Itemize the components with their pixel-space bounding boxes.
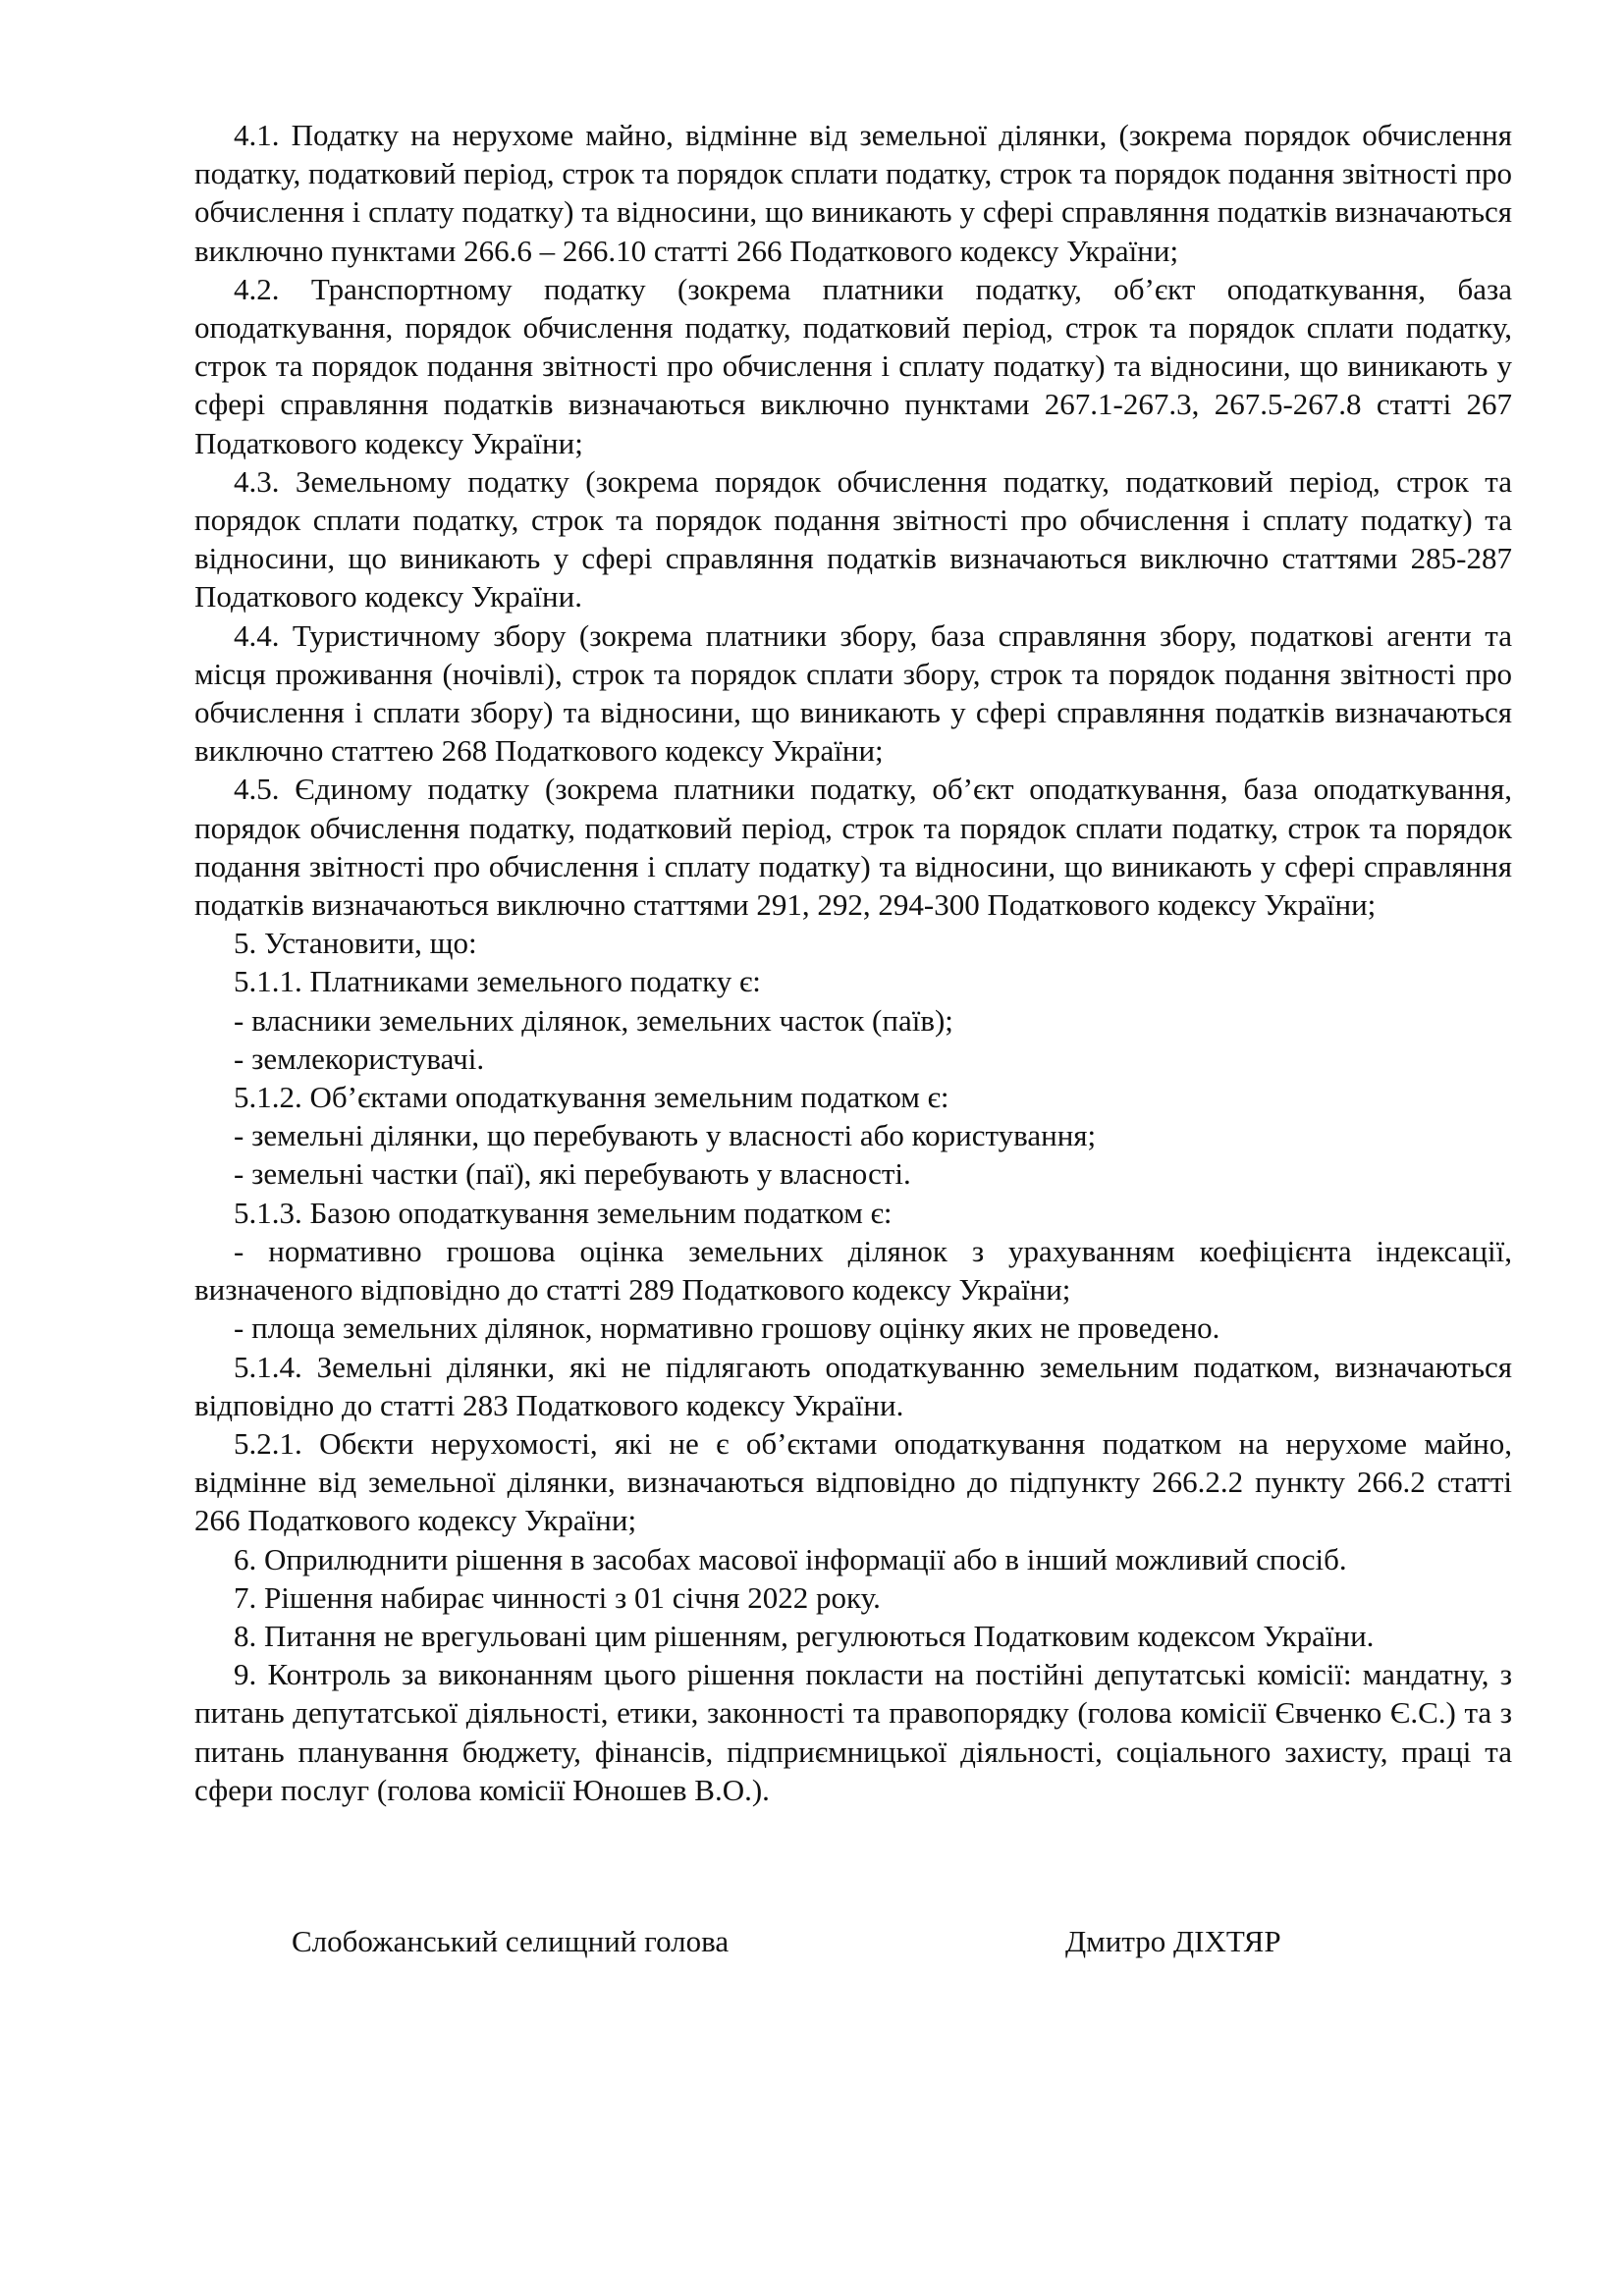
list-item-landowners: - власники земельних ділянок, земельних часток (паїв); [234,1002,953,1038]
paragraph-4-4: 4.4. Туристичному збору (зокрема платники збору, база справляння збору, податкові агенти та місця проживання (ночівлі), строк та порядок сплати збору, строк та порядок подання звітності про обчислення і сплати збору) та відносини, що виникають у сфері справляння податків визначаються виключно статтею 268 Податкового кодексу України; [194,617,1512,769]
paragraph-9: 9. Контроль за виконанням цього рішення покласти на постійні депутатські комісії: мандатну, з питань депутатської діяльності, етики, законності та правопорядку (голова комісії Євченко Є.С.) та з питань планування бюджету, фінансів, підприємницької діяльності, соціального захисту, праці та сфери послуг (голова комісії Юношев В.О.). [194,1657,1512,1807]
list-item-land-plots: - земельні ділянки, що перебувають у власності або користування; [234,1118,1097,1153]
paragraph-7: 7. Рішення набирає чинності з 01 січня 2022 року. [234,1579,881,1615]
paragraph-4-1: 4.1. Податку на нерухоме майно, відмінне від земельної ділянки, (зокрема порядок обчислення податку, податковий період, строк та порядок сплати податку, строк та порядок подання звітності про обчислення і сплату податку) та відносини, що виникають у сфері справляння податків визначаються виключно пунктами 266.6 – 266.10 статті 266 Податкового кодексу України; [194,118,1512,268]
list-item-normative-valuation: - нормативно грошова оцінка земельних ділянок з урахуванням коефіцієнта індексації, визначеного відповідно до статті 289 Податкового кодексу України; [194,1233,1512,1308]
document-body [194,116,1512,1809]
paragraph-5: 5. Установити, що: [234,926,477,961]
signatory-name: Дмитро ДІХТЯР [1065,1924,1281,1958]
list-item-land-users: - землекористувачі. [234,1041,485,1076]
paragraph-4-3: 4.3. Земельному податку (зокрема порядок обчислення податку, податковий період, строк та порядок сплати податку, строк та порядок подання звітності про обчислення і сплату податку) та відносини, що виникають у сфері справляння податків визначаються виключно статтями 285-287 Податкового кодексу України. [194,463,1512,614]
paragraph-5-1-3: 5.1.3. Базою оподаткування земельним податком є: [234,1195,893,1230]
paragraph-8: 8. Питання не врегульовані цим рішенням, регулюються Податковим кодексом України. [234,1618,1375,1653]
list-item-land-area: - площа земельних ділянок, нормативно грошову оцінку яких не проведено. [234,1310,1220,1346]
paragraph-5-1-2: 5.1.2. Об’єктами оподаткування земельним податком є: [234,1080,949,1115]
paragraph-4-2: 4.2. Транспортному податку (зокрема платники податку, об’єкт оподаткування, база оподаткування, порядок обчислення податку, податковий період, строк та порядок сплати податку, строк та порядок подання звітності про обчислення і сплату податку) та відносини, що виникають у сфері справляння податків визначаються виключно пунктами 267.1-267.3, 267.5-267.8 статті 267 Податкового кодексу України; [194,271,1512,460]
paragraph-5-1-4: 5.1.4. Земельні ділянки, які не підлягають оподаткуванню земельним податком, визначаються відповідно до статті 283 Податкового кодексу України. [194,1349,1512,1422]
paragraph-6: 6. Оприлюднити рішення в засобах масової інформації або в інший можливий спосіб. [234,1541,1347,1576]
paragraph-5-2-1: 5.2.1. Обєкти нерухомості, які не є об’єктами оподаткування податком на нерухоме майно, відмінне від земельної ділянки, визначаються відповідно до підпункту 266.2.2 пункту 266.2 статті 266 Податкового кодексу України; [194,1425,1512,1538]
paragraph-5-1-1: 5.1.1. Платниками земельного податку є: [234,964,761,999]
signatory-position: Слобожанський селищний голова [292,1924,730,1958]
list-item-land-shares: - земельні частки (паї), які перебувають у власності. [234,1156,911,1192]
paragraph-4-5: 4.5. Єдиному податку (зокрема платники податку, об’єкт оподаткування, база оподаткування, порядок обчислення податку, податковий період, строк та порядок сплати податку, строк та порядок подання звітності про обчислення і сплату податку) та відносини, що виникають у сфері справляння податків визначаються виключно статтями 291, 292, 294-300 Податкового кодексу України; [194,772,1512,923]
